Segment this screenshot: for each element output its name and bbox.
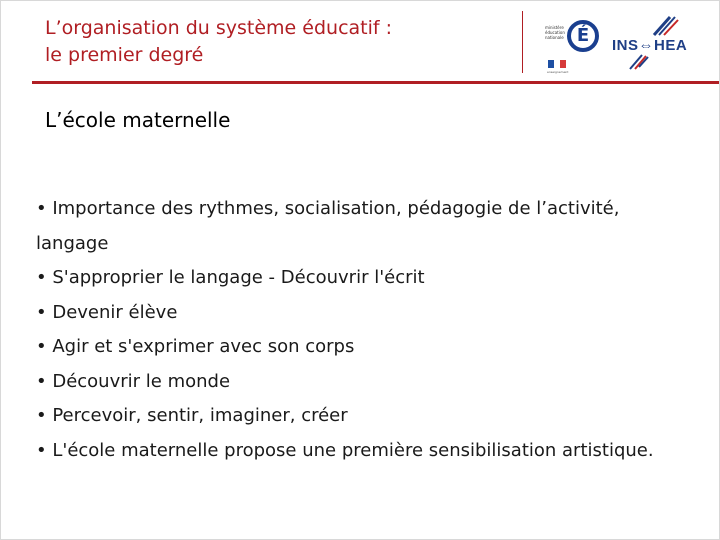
header-rule [32, 81, 719, 84]
ministry-logo [542, 18, 602, 74]
ministry-logo-text: ministère éducation nationale [545, 25, 565, 40]
section-heading: L’école maternelle [45, 108, 231, 132]
slide-title [45, 15, 465, 69]
title-line-1: L’organisation du système éducatif : [45, 17, 393, 39]
bullet-item: • Percevoir, sentir, imaginer, créer [36, 405, 348, 426]
bullet-item: • Découvrir le monde [36, 370, 231, 392]
french-flag-icon [548, 60, 566, 68]
bullet-item: • Devenir élève [36, 301, 178, 323]
inshea-logo [606, 11, 716, 75]
bullet-item: • Agir et s'exprimer avec son corps [36, 336, 355, 357]
title-line-2: le premier degré [45, 44, 204, 66]
ministry-emblem-icon: É [567, 20, 599, 52]
ministry-logo-footer: enseignement [547, 70, 569, 74]
bullet-item: • Importance des rythmes, socialisation, pédagogie de l’activité, langage [36, 198, 620, 254]
header-separator [522, 11, 523, 73]
bullet-list [36, 192, 686, 468]
bullet-item: • S'approprier le langage - Découvrir l'écrit [36, 267, 425, 288]
bullet-item: • L'école maternelle propose une première sensibilisation artistique. [36, 439, 654, 461]
inshea-logo-text: INS⇔HEA [612, 37, 688, 54]
